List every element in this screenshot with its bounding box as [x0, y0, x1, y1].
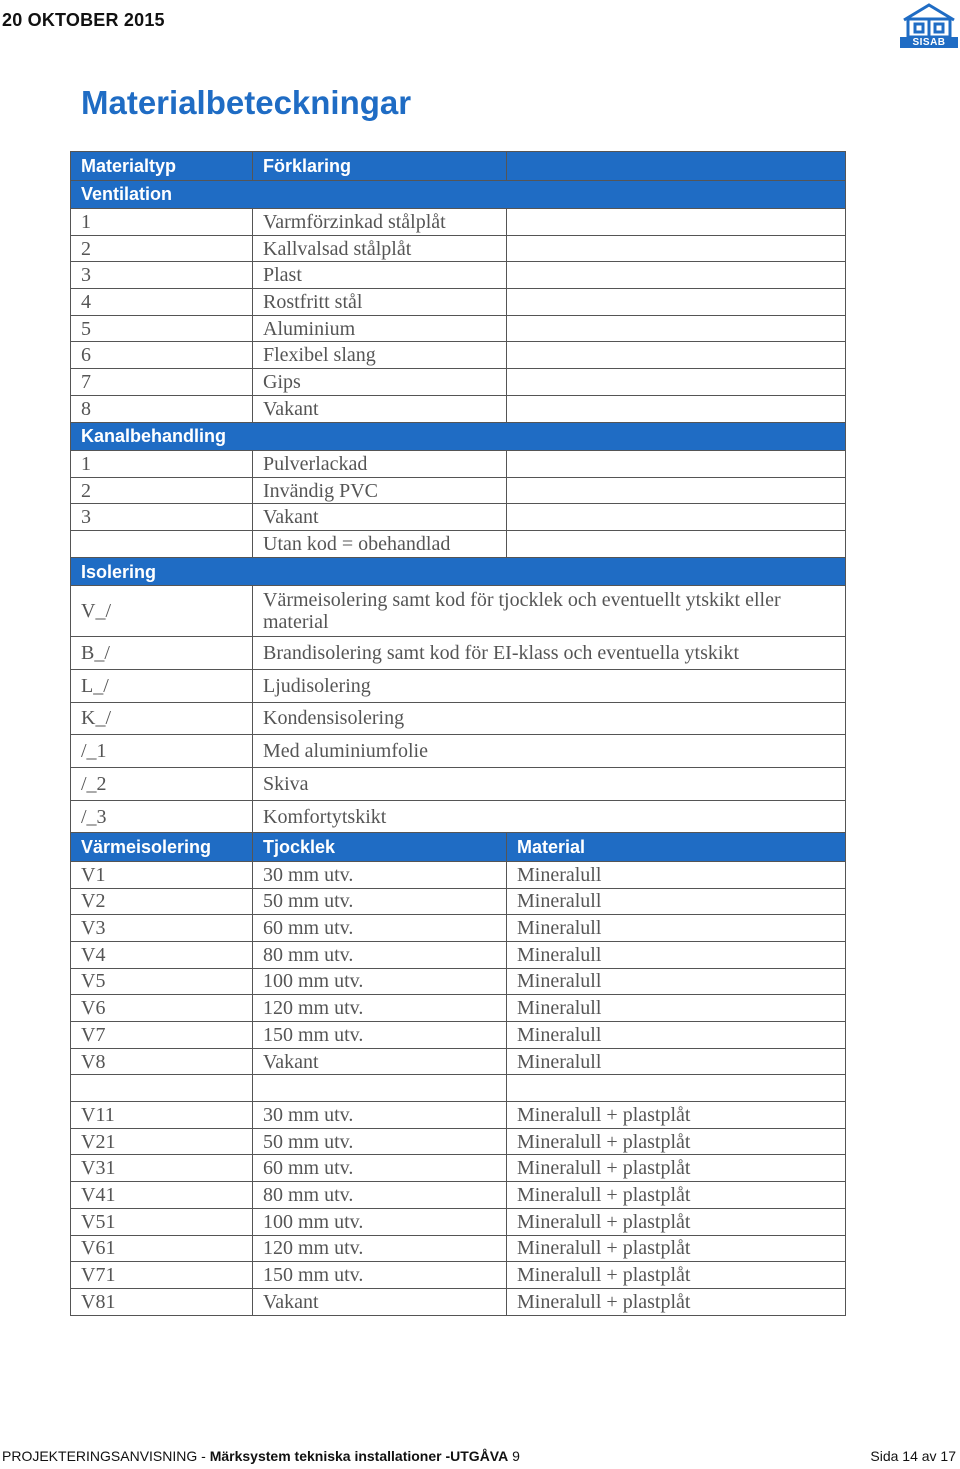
table-row — [71, 1128, 846, 1155]
thickness-cell: 150 mm utv. — [253, 1262, 507, 1289]
header-material: Material — [507, 833, 846, 862]
description-cell: Skiva — [253, 768, 846, 801]
footer-bold: Märksystem tekniska installationer -UTGÅVA — [209, 1448, 509, 1464]
code-cell: V31 — [71, 1155, 253, 1182]
table-row — [71, 1022, 846, 1049]
material-cell: Mineralull — [507, 1022, 846, 1049]
thickness-cell: Vakant — [253, 1288, 507, 1315]
thickness-cell: 30 mm utv. — [253, 1102, 507, 1129]
code-cell: V61 — [71, 1235, 253, 1262]
description-cell: Kallvalsad stålplåt — [253, 235, 507, 262]
description-cell: Rostfritt stål — [253, 289, 507, 316]
sisab-logo — [900, 2, 958, 48]
footer-document-name — [2, 1448, 520, 1464]
code-cell: 3 — [71, 262, 253, 289]
description-cell: Med aluminiumfolie — [253, 735, 846, 768]
material-cell: Mineralull — [507, 861, 846, 888]
description-cell: Invändig PVC — [253, 477, 507, 504]
header-tjocklek: Tjocklek — [253, 833, 507, 862]
logo-text: SISAB — [900, 37, 958, 48]
section-heading-row — [71, 422, 846, 451]
code-cell: V_/ — [71, 586, 253, 637]
table-row — [71, 451, 846, 478]
footer-page-number: Sida 14 av 17 — [870, 1448, 956, 1464]
description-cell: Brandisolering samt kod för EI-klass och eventuella ytskikt — [253, 637, 846, 670]
footer-prefix: PROJEKTERINGSANVISNING - — [2, 1448, 210, 1464]
table-row — [71, 477, 846, 504]
table-row — [71, 968, 846, 995]
code-cell: /_3 — [71, 800, 253, 833]
table-row — [71, 1235, 846, 1262]
extra-cell — [507, 209, 846, 236]
header-varmeisolering: Värmeisolering — [71, 833, 253, 862]
thickness-cell: 80 mm utv. — [253, 1182, 507, 1209]
table-row — [71, 702, 846, 735]
code-cell: 8 — [71, 395, 253, 422]
empty-cell — [507, 1075, 846, 1102]
extra-cell — [507, 342, 846, 369]
material-cell: Mineralull + plastplåt — [507, 1288, 846, 1315]
section-heading: Ventilation — [71, 180, 846, 209]
code-cell: 1 — [71, 451, 253, 478]
code-cell: V3 — [71, 915, 253, 942]
extra-cell — [507, 235, 846, 262]
table-row — [71, 888, 846, 915]
table-row — [71, 768, 846, 801]
page-title: Materialbeteckningar — [81, 84, 412, 121]
description-cell: Kondensisolering — [253, 702, 846, 735]
header-forklaring: Förklaring — [253, 152, 507, 181]
table-row — [71, 586, 846, 637]
code-cell: L_/ — [71, 669, 253, 702]
material-cell: Mineralull + plastplåt — [507, 1128, 846, 1155]
code-cell: V8 — [71, 1048, 253, 1075]
code-cell: 4 — [71, 289, 253, 316]
thickness-cell: 120 mm utv. — [253, 1235, 507, 1262]
extra-cell — [507, 531, 846, 558]
description-cell: Pulverlackad — [253, 451, 507, 478]
code-cell: V41 — [71, 1182, 253, 1209]
material-cell: Mineralull — [507, 941, 846, 968]
thickness-cell: 50 mm utv. — [253, 1128, 507, 1155]
table-row — [71, 342, 846, 369]
material-cell: Mineralull — [507, 968, 846, 995]
code-cell: V6 — [71, 995, 253, 1022]
table-row — [71, 800, 846, 833]
code-cell: 3 — [71, 504, 253, 531]
thickness-cell: 100 mm utv. — [253, 968, 507, 995]
table-row — [71, 941, 846, 968]
extra-cell — [507, 451, 846, 478]
thickness-cell: 50 mm utv. — [253, 888, 507, 915]
table-row — [71, 315, 846, 342]
table-row — [71, 1102, 846, 1129]
thickness-cell: 100 mm utv. — [253, 1208, 507, 1235]
material-cell: Mineralull + plastplåt — [507, 1102, 846, 1129]
description-cell: Komfortytskikt — [253, 800, 846, 833]
code-cell: 7 — [71, 369, 253, 396]
material-cell: Mineralull + plastplåt — [507, 1208, 846, 1235]
thickness-cell: 60 mm utv. — [253, 1155, 507, 1182]
table-row — [71, 1208, 846, 1235]
section-heading: Isolering — [71, 557, 846, 586]
table-row — [71, 735, 846, 768]
extra-cell — [507, 315, 846, 342]
table-row — [71, 1288, 846, 1315]
code-cell: V5 — [71, 968, 253, 995]
material-cell: Mineralull — [507, 995, 846, 1022]
thickness-cell: Vakant — [253, 1048, 507, 1075]
insulation-header-row — [71, 833, 846, 862]
table-row — [71, 504, 846, 531]
table-row — [71, 861, 846, 888]
code-cell: 2 — [71, 235, 253, 262]
material-cell: Mineralull — [507, 888, 846, 915]
table-row — [71, 1155, 846, 1182]
description-cell: Ljudisolering — [253, 669, 846, 702]
code-cell: V81 — [71, 1288, 253, 1315]
extra-cell — [507, 369, 846, 396]
table-row — [71, 531, 846, 558]
table-header-row — [71, 152, 846, 181]
material-cell: Mineralull + plastplåt — [507, 1155, 846, 1182]
code-cell: V1 — [71, 861, 253, 888]
material-table — [70, 151, 846, 1316]
table-row — [71, 209, 846, 236]
extra-cell — [507, 477, 846, 504]
code-cell: K_/ — [71, 702, 253, 735]
description-cell: Aluminium — [253, 315, 507, 342]
description-cell: Utan kod = obehandlad — [253, 531, 507, 558]
table-row — [71, 395, 846, 422]
description-cell: Vakant — [253, 504, 507, 531]
code-cell: /_1 — [71, 735, 253, 768]
code-cell: V7 — [71, 1022, 253, 1049]
description-cell: Varmförzinkad stålplåt — [253, 209, 507, 236]
empty-row — [71, 1075, 846, 1102]
document-date: 20 OKTOBER 2015 — [2, 10, 165, 30]
description-cell: Gips — [253, 369, 507, 396]
table-row — [71, 995, 846, 1022]
footer-suffix: 9 — [508, 1448, 520, 1464]
table-row — [71, 1048, 846, 1075]
empty-cell — [71, 1075, 253, 1102]
code-cell: V4 — [71, 941, 253, 968]
code-cell: 2 — [71, 477, 253, 504]
code-cell: V11 — [71, 1102, 253, 1129]
table-row — [71, 262, 846, 289]
code-cell: B_/ — [71, 637, 253, 670]
table-row — [71, 289, 846, 316]
table-row — [71, 369, 846, 396]
table-row — [71, 235, 846, 262]
code-cell: 1 — [71, 209, 253, 236]
thickness-cell: 60 mm utv. — [253, 915, 507, 942]
empty-cell — [253, 1075, 507, 1102]
thickness-cell: 80 mm utv. — [253, 941, 507, 968]
extra-cell — [507, 395, 846, 422]
section-heading-row — [71, 180, 846, 209]
table-row — [71, 1182, 846, 1209]
thickness-cell: 150 mm utv. — [253, 1022, 507, 1049]
description-cell: Värmeisolering samt kod för tjocklek och eventuellt ytskikt eller material — [253, 586, 846, 637]
description-cell: Vakant — [253, 395, 507, 422]
code-cell: V51 — [71, 1208, 253, 1235]
code-cell: 5 — [71, 315, 253, 342]
material-cell: Mineralull — [507, 915, 846, 942]
table-row — [71, 915, 846, 942]
extra-cell — [507, 262, 846, 289]
extra-cell — [507, 504, 846, 531]
header-blank — [507, 152, 846, 181]
house-logo-icon — [900, 2, 958, 38]
code-cell: V21 — [71, 1128, 253, 1155]
code-cell: V71 — [71, 1262, 253, 1289]
thickness-cell: 30 mm utv. — [253, 861, 507, 888]
table-row — [71, 637, 846, 670]
code-cell — [71, 531, 253, 558]
description-cell: Flexibel slang — [253, 342, 507, 369]
table-row — [71, 669, 846, 702]
table-row — [71, 1262, 846, 1289]
section-heading-row — [71, 557, 846, 586]
code-cell: 6 — [71, 342, 253, 369]
description-cell: Plast — [253, 262, 507, 289]
section-heading: Kanalbehandling — [71, 422, 846, 451]
material-cell: Mineralull — [507, 1048, 846, 1075]
material-cell: Mineralull + plastplåt — [507, 1235, 846, 1262]
code-cell: V2 — [71, 888, 253, 915]
material-cell: Mineralull + plastplåt — [507, 1182, 846, 1209]
thickness-cell: 120 mm utv. — [253, 995, 507, 1022]
extra-cell — [507, 289, 846, 316]
code-cell: /_2 — [71, 768, 253, 801]
material-cell: Mineralull + plastplåt — [507, 1262, 846, 1289]
header-materialtyp: Materialtyp — [71, 152, 253, 181]
